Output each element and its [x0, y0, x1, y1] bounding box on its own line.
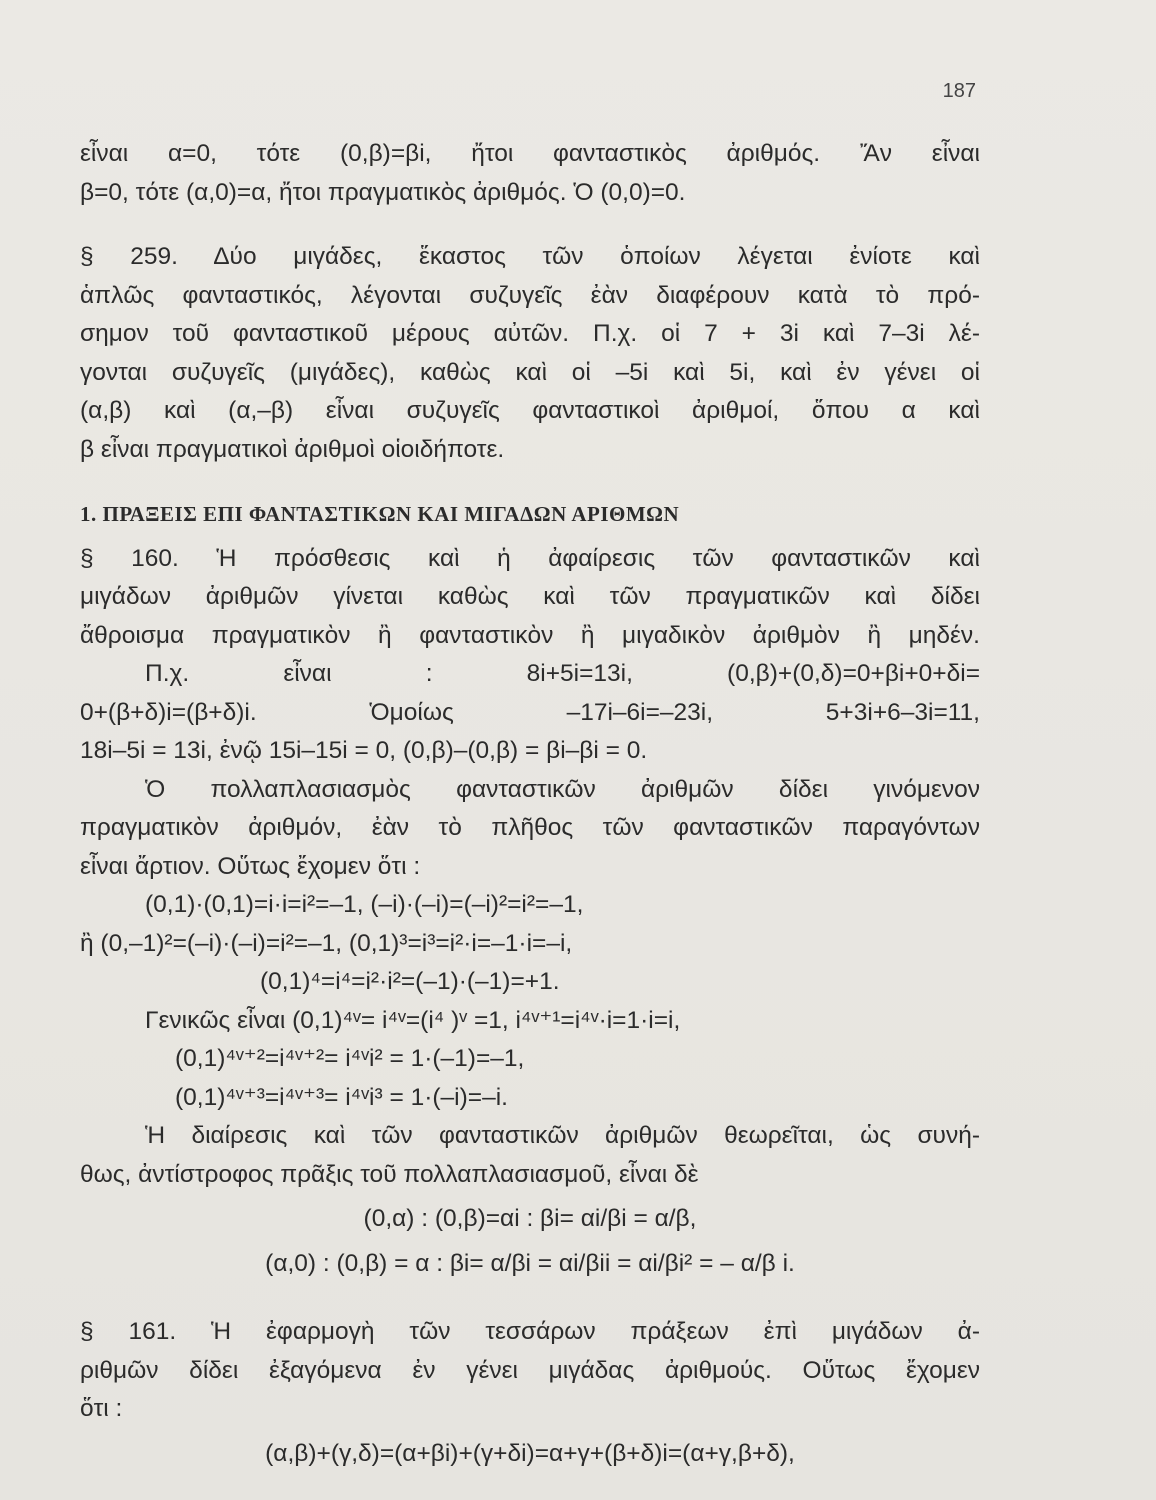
text-line: γονται συζυγεῖς (μιγάδες), καθὼς καὶ οἱ –5i καὶ 5i, καὶ ἐν γένει οἱ: [80, 358, 980, 386]
text-line: θως, ἀντίστροφος πρᾶξις τοῦ πολλαπλασιασμοῦ, εἶναι δὲ: [80, 1160, 699, 1188]
text-line: εἶναι ἄρτιον. Οὕτως ἔχομεν ὅτι :: [80, 852, 421, 880]
text-line: ὅτι :: [80, 1395, 123, 1422]
text-line: εἶναι α=0, τότε (0,β)=βi, ἤτοι φανταστικὸς ἀριθμός. Ἄν εἶναι: [80, 140, 980, 167]
text-line: 0+(β+δ)i=(β+δ)i. Ὁμοίως –17i–6i=–23i, 5+3i+6–3i=11,: [80, 698, 980, 726]
text-line: ἄθροισμα πραγματικὸν ἢ φανταστικὸν ἢ μιγαδικὸν ἀριθμὸν ἢ μηδέν.: [80, 621, 980, 649]
text-line: Ἡ διαίρεσις καὶ τῶν φανταστικῶν ἀριθμῶν θεωρεῖται, ὡς συνή-: [145, 1122, 980, 1149]
formula-line: (0,1)⁴=i⁴=i²·i²=(–1)·(–1)=+1.: [260, 968, 560, 995]
formula-line: (0,1)⁴ᵛ⁺³=i⁴ᵛ⁺³= i⁴ᵛi³ = 1·(–i)=–i.: [175, 1083, 508, 1111]
addition-formula: (α,β)+(γ,δ)=(α+βi)+(γ+δi)=α+γ+(β+δ)i=(α+γ,β+δ),: [265, 1439, 795, 1467]
text-line: σημον τοῦ φανταστικοῦ μέρους αὐτῶν. Π.χ. οἱ 7 + 3i καὶ 7–3i λέ-: [80, 320, 980, 347]
section-161-start: § 161. Ἡ ἐφαρμογὴ τῶν τεσσάρων πράξεων ἐπὶ μιγάδων ἀ-: [80, 1318, 980, 1345]
division-formula-1: (0,α) : (0,β)=αi : βi= αi/βi = α/β,: [363, 1205, 697, 1232]
formula-line: (0,1)·(0,1)=i·i=i²=–1, (–i)·(–i)=(–i)²=i²=–1,: [145, 891, 584, 918]
chapter-heading: 1. ΠΡΑΞΕΙΣ ΕΠΙ ΦΑΝΤΑΣΤΙΚΩΝ ΚΑΙ ΜΙΓΑΔΩΝ ΑΡΙΘΜΩΝ: [80, 502, 680, 526]
division-formula-2: (α,0) : (0,β) = α : βi= α/βi = αi/βii = αi/βi² = – α/β i.: [265, 1249, 795, 1277]
formula-line: ἢ (0,–1)²=(–i)·(–i)=i²=–1, (0,1)³=i³=i²·i=–1·i=–i,: [80, 929, 573, 957]
text-line: β=0, τότε (α,0)=α, ἤτοι πραγματικὸς ἀριθμός. Ὁ (0,0)=0.: [80, 178, 686, 206]
text-line: Ὁ πολλαπλασιασμὸς φανταστικῶν ἀριθμῶν δίδει γινόμενον: [145, 775, 980, 803]
text-line: (α,β) καὶ (α,–β) εἶναι συζυγεῖς φανταστικοὶ ἀριθμοί, ὅπου α καὶ: [80, 397, 980, 424]
text-line: μιγάδων ἀριθμῶν γίνεται καθὼς καὶ τῶν πραγματικῶν καὶ δίδει: [80, 583, 980, 610]
text-line: ριθμῶν δίδει ἐξαγόμενα ἐν γένει μιγάδας ἀριθμούς. Οὕτως ἔχομεν: [80, 1356, 980, 1384]
text-line: Π.χ. εἶναι : 8i+5i=13i, (0,β)+(0,δ)=0+βi+0+δi=: [145, 660, 980, 687]
formula-line: (0,1)⁴ᵛ⁺²=i⁴ᵛ⁺²= i⁴ᵛi² = 1·(–1)=–1,: [175, 1045, 525, 1072]
formula-line: Γενικῶς εἶναι (0,1)⁴ᵛ= i⁴ᵛ=(i⁴ )ᵛ =1, i⁴ᵛ⁺¹=i⁴ᵛ·i=1·i=i,: [145, 1006, 681, 1034]
page-body: [80, 135, 980, 1473]
text-line: β εἶναι πραγματικοὶ ἀριθμοὶ οἱοιδήποτε.: [80, 435, 505, 463]
text-line: 18i–5i = 13i, ἐνῷ 15i–15i = 0, (0,β)–(0,β) = βi–βi = 0.: [80, 737, 648, 764]
text-line: πραγματικὸν ἀριθμόν, ἐὰν τὸ πλῆθος τῶν φανταστικῶν παραγόντων: [80, 814, 980, 841]
section-160-start: § 160. Ἡ πρόσθεσις καὶ ἡ ἀφαίρεσις τῶν φανταστικῶν καὶ: [80, 544, 980, 572]
section-259-start: § 259. Δύο μιγάδες, ἕκαστος τῶν ὁποίων λέγεται ἐνίοτε καὶ: [80, 243, 980, 270]
page-number: 187: [942, 80, 976, 102]
text-line: ἁπλῶς φανταστικός, λέγονται συζυγεῖς ἐὰν διαφέρουν κατὰ τὸ πρό-: [80, 281, 980, 309]
